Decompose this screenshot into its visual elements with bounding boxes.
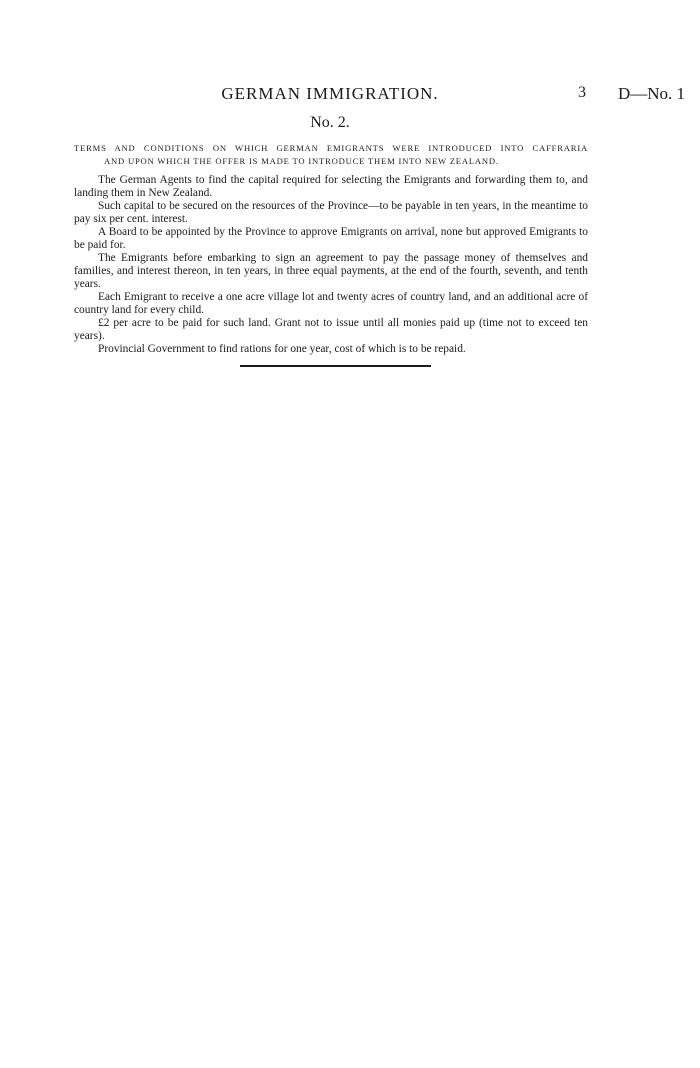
paragraph-security: Such capital to be secured on the resources of the Province—to be payable in ten years, in the meantime to pay six per cent. interest. bbox=[74, 200, 588, 225]
paper-heading-line-2: AND UPON WHICH THE OFFER IS MADE TO INTRODUCE THEM INTO NEW ZEALAND. bbox=[104, 156, 499, 166]
paper-heading bbox=[74, 142, 588, 168]
page-number: 3 bbox=[578, 84, 586, 101]
document-reference: D—No. 1 bbox=[618, 84, 686, 103]
paragraph-agreement: The Emigrants before embarking to sign an agreement to pay the passage money of themselves and families, and interest thereon, in ten years, in three equal payments, at the end of the fourth, seventh, and tenth years. bbox=[74, 252, 588, 290]
paragraph-land-grant: Each Emigrant to receive a one acre village lot and twenty acres of country land, and an additional acre of country land for every child. bbox=[74, 291, 588, 316]
paragraph-rations: Provincial Government to find rations for one year, cost of which is to be repaid. bbox=[98, 343, 466, 355]
paragraph-board: A Board to be appointed by the Province to approve Emigrants on arrival, none but approved Emigrants to be paid for. bbox=[74, 226, 588, 251]
paragraph-land-price: £2 per acre to be paid for such land. Grant not to issue until all monies paid up (time not to exceed ten years). bbox=[74, 317, 588, 342]
paragraph-capital: The German Agents to find the capital required for selecting the Emigrants and forwarding them to, and landing them in New Zealand. bbox=[74, 174, 588, 199]
paper-body bbox=[74, 174, 588, 356]
paper-heading-line-1: TERMS AND CONDITIONS ON WHICH GERMAN EMIGRANTS WERE INTRODUCED INTO CAFFRARIA bbox=[74, 143, 588, 153]
section-end-rule bbox=[240, 365, 431, 367]
paper-number: No. 2. bbox=[310, 114, 350, 131]
running-title: GERMAN IMMIGRATION. bbox=[221, 84, 439, 103]
